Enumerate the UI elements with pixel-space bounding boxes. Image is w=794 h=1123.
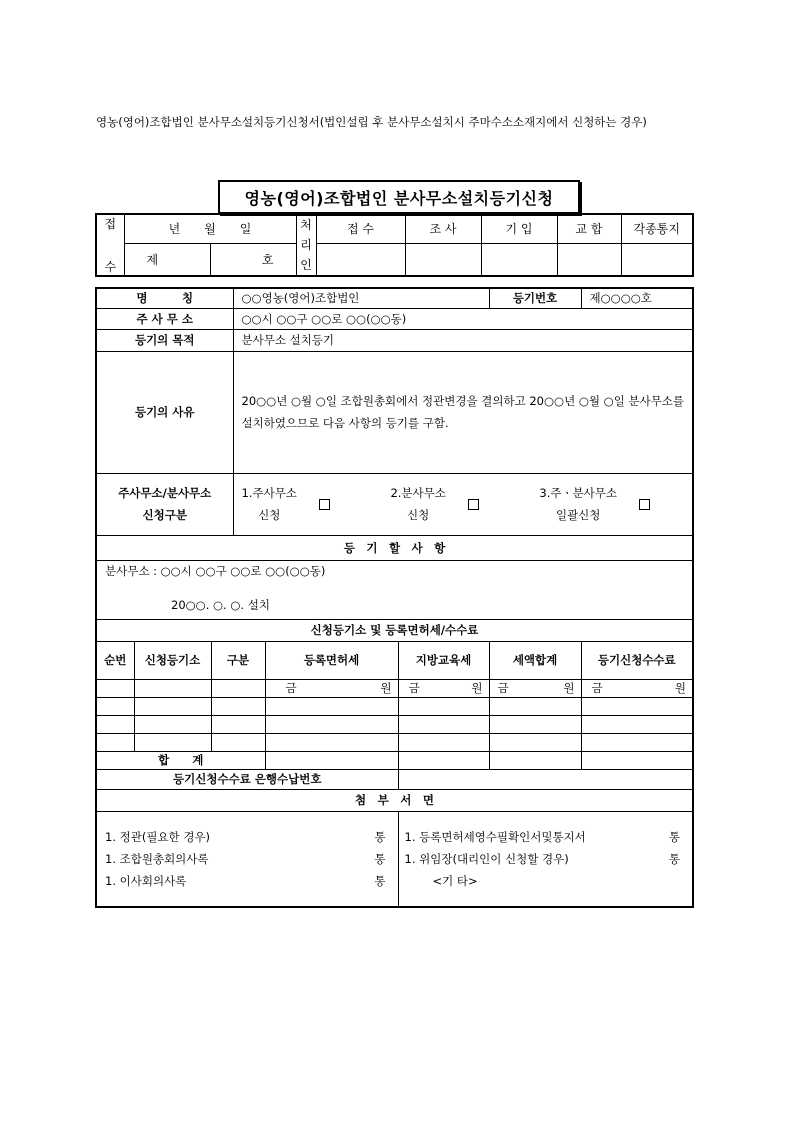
fee-col-fee: 등기신청수수료 (581, 641, 693, 679)
option-main-checkbox[interactable] (319, 499, 330, 510)
unit-geum: 금 (285, 681, 297, 695)
receipt-date: 년 월 일 (124, 214, 296, 243)
fee-cell[interactable] (211, 733, 265, 751)
edu-tax-amount[interactable] (398, 679, 489, 697)
option-batch-checkbox[interactable] (639, 499, 650, 510)
attachment-item (105, 848, 386, 870)
name-label: 명 칭 (96, 288, 233, 308)
copies-unit: 통 (374, 851, 386, 866)
application-table (95, 287, 694, 908)
fee-col-edu-tax: 지방교육세 (398, 641, 489, 679)
items-header: 등 기 할 사 항 (96, 535, 693, 560)
fee-cell[interactable] (581, 715, 693, 733)
receipt-no-suffix: 호 (210, 243, 296, 276)
option-main[interactable] (242, 482, 330, 526)
option-batch[interactable] (539, 482, 650, 526)
col-receipt: 접 수 (316, 214, 405, 243)
fee-col-type: 구분 (211, 641, 265, 679)
option-branch-line2: 신청 (407, 508, 430, 522)
bank-receipt-number[interactable] (398, 769, 693, 789)
attachment-power-of-attorney: 1. 위임장(대리인이 신청할 경우) (404, 851, 569, 866)
fee-cell[interactable] (134, 715, 211, 733)
receipt-table (95, 213, 694, 277)
option-main-line2: 신청 (258, 508, 281, 522)
option-branch-checkbox[interactable] (468, 499, 479, 510)
fee-cell[interactable] (211, 679, 265, 697)
receipt-label-top: 접 (96, 214, 124, 243)
fee-cell[interactable] (211, 697, 265, 715)
processor-label-text: 처리인 (300, 218, 312, 272)
office-label: 주 사 무 소 (96, 308, 233, 329)
unit-won: 원 (563, 681, 575, 695)
reg-tax-amount[interactable] (265, 679, 398, 697)
attachments-left (96, 811, 398, 907)
fee-col-reg-tax: 등록면허세 (265, 641, 398, 679)
fee-cell[interactable] (265, 697, 398, 715)
attachment-item (105, 826, 386, 848)
attachment-other: <기 타> (432, 873, 478, 888)
fees-header: 신청등기소 및 등록면허세/수수료 (96, 619, 693, 641)
form-title: 영농(영어)조합법인 분사무소설치등기신청 (218, 180, 580, 214)
purpose-label: 등기의 목적 (96, 329, 233, 351)
reg-tax-total[interactable] (265, 751, 398, 769)
fee-cell[interactable] (265, 733, 398, 751)
unit-won: 원 (674, 681, 687, 695)
fee-cell[interactable] (96, 697, 134, 715)
option-branch-line1: 2.분사무소 (390, 486, 446, 500)
type-label-line1: 주사무소/분사무소 (118, 486, 212, 500)
fee-total[interactable] (581, 751, 693, 769)
option-branch[interactable] (390, 482, 478, 526)
type-label-line2: 신청구분 (142, 508, 187, 522)
fee-cell[interactable] (134, 733, 211, 751)
fee-total-label: 합 계 (96, 751, 265, 769)
attachment-item (105, 870, 386, 892)
fee-cell[interactable] (96, 715, 134, 733)
fee-cell[interactable] (96, 733, 134, 751)
reason-value[interactable]: 20○○년 ○월 ○일 조합원총회에서 정관변경을 결의하고 20○○년 ○월 ○일 분사무소를 설치하였으므로 다음 사항의 등기를 구함. (233, 351, 693, 473)
inspection-cell[interactable] (405, 243, 481, 276)
fee-cell[interactable] (398, 697, 489, 715)
type-label (96, 473, 233, 535)
fee-cell[interactable] (398, 715, 489, 733)
fee-cell[interactable] (489, 733, 581, 751)
option-batch-line2: 일괄신청 (555, 508, 601, 522)
receipt-label-bottom: 수 (96, 243, 124, 276)
fee-cell[interactable] (96, 679, 134, 697)
unit-won: 원 (380, 681, 392, 695)
collation-cell[interactable] (557, 243, 621, 276)
unit-geum: 금 (497, 681, 509, 695)
regno-label: 등기번호 (489, 288, 581, 308)
col-inspection: 조 사 (405, 214, 481, 243)
attachment-item (405, 826, 681, 848)
established-date-line: 20○○. ○. ○. 설치 (171, 597, 270, 612)
col-notices: 각종통지 (621, 214, 693, 243)
unit-won: 원 (471, 681, 483, 695)
fee-cell[interactable] (398, 733, 489, 751)
col-collation: 교 합 (557, 214, 621, 243)
copies-unit: 통 (668, 829, 681, 844)
attachment-tax-receipt: 1. 등록면허세영수필확인서및통지서 (404, 829, 586, 844)
fee-cell[interactable] (134, 697, 211, 715)
type-options (233, 473, 693, 535)
notices-cell[interactable] (621, 243, 693, 276)
edu-tax-total[interactable] (398, 751, 489, 769)
items-content[interactable] (96, 560, 693, 619)
attachment-board-minutes: 1. 이사회의사록 (105, 873, 187, 888)
fee-cell[interactable] (265, 715, 398, 733)
office-value[interactable]: ○○시 ○○구 ○○로 ○○(○○동) (233, 308, 693, 329)
unit-geum: 금 (408, 681, 420, 695)
receipt-cell[interactable] (316, 243, 405, 276)
copies-unit: 통 (374, 873, 386, 888)
option-batch-line1: 3.주ㆍ분사무소 (539, 486, 618, 500)
branch-address-line: 분사무소 : ○○시 ○○구 ○○로 ○○(○○동) (105, 563, 326, 578)
entry-cell[interactable] (481, 243, 557, 276)
fee-col-office: 신청등기소 (134, 641, 211, 679)
bank-receipt-label: 등기신청수수료 은행수납번호 (96, 769, 398, 789)
fee-cell[interactable] (581, 697, 693, 715)
processor-label (296, 214, 316, 276)
attachment-articles: 1. 정관(필요한 경우) (105, 829, 211, 844)
total-amount[interactable] (489, 679, 581, 697)
fee-cell[interactable] (489, 697, 581, 715)
attachments-header: 첨 부 서 면 (96, 789, 693, 811)
regno-value[interactable]: 제○○○○호 (581, 288, 693, 308)
col-entry: 기 입 (481, 214, 557, 243)
fee-cell[interactable] (134, 679, 211, 697)
option-main-line1: 1.주사무소 (241, 486, 297, 500)
attachment-general-minutes: 1. 조합원총회의사록 (105, 851, 209, 866)
copies-unit: 통 (374, 829, 386, 844)
fee-cell[interactable] (581, 733, 693, 751)
attachments-right (398, 811, 693, 907)
fee-col-seq: 순번 (96, 641, 134, 679)
copies-unit: 통 (668, 851, 681, 866)
fee-col-total: 세액합계 (489, 641, 581, 679)
purpose-value[interactable]: 분사무소 설치등기 (233, 329, 693, 351)
fee-cell[interactable] (211, 715, 265, 733)
tax-sum-total[interactable] (489, 751, 581, 769)
form-description: 영농(영어)조합법인 분사무소설치등기신청서(법인설립 후 분사무소설치시 주마수소소재지에서 신청하는 경우) (96, 115, 647, 129)
fee-cell[interactable] (489, 715, 581, 733)
receipt-no-prefix: 제 (124, 243, 210, 276)
fee-amount[interactable] (581, 679, 693, 697)
unit-geum: 금 (591, 681, 603, 695)
reason-label: 등기의 사유 (96, 351, 233, 473)
attachment-item (405, 848, 681, 870)
name-value[interactable]: ○○영농(영어)조합법인 (233, 288, 489, 308)
